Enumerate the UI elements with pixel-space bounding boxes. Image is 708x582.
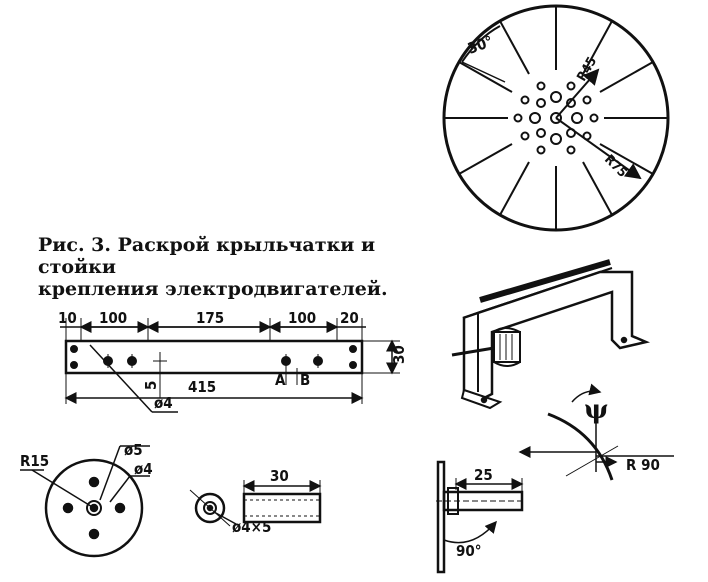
axle-angle: 90° (456, 542, 482, 560)
hub-disc-radius: R15 (20, 452, 50, 470)
caption-line-2: крепления электродвигателей. (38, 278, 388, 300)
bracket-dim-10: 10 (58, 309, 77, 327)
blade-bend-radius: R 90 (626, 456, 660, 474)
bracket-dim-100-left: 100 (99, 309, 128, 327)
figure-caption (38, 234, 438, 300)
hub-disc-hole-small: ø4 (134, 460, 153, 478)
axle-length: 25 (474, 466, 493, 484)
hub-disc-hole-large: ø5 (124, 441, 143, 459)
impeller-angle-label: 30° (465, 32, 496, 58)
caption-line-1: Рис. 3. Раскрой крыльчатки и стойки (38, 234, 376, 278)
bracket-offset-5: 5 (142, 380, 160, 390)
bracket-point-a: A (275, 371, 286, 389)
bracket-height-30: 30 (390, 345, 408, 364)
bracket-total-415: 415 (188, 378, 217, 396)
motor-bracket-sketch (452, 262, 646, 408)
bracket-holes (71, 346, 356, 368)
axle-plate (438, 462, 444, 572)
bracket-dim-100-right: 100 (288, 309, 317, 327)
bracket-strip-drawing (60, 318, 400, 412)
bracket-dim-20: 20 (340, 309, 359, 327)
bracket-hole-diameter: ø4 (154, 394, 173, 412)
bracket-point-b: B (300, 371, 311, 389)
shaft-sleeve-hole: ø4×5 (232, 518, 272, 536)
blade-bend-angle-symbol: ψ (584, 395, 609, 425)
shaft-sleeve-length: 30 (270, 467, 289, 485)
impeller-outer-radius-label: R75 (601, 152, 630, 181)
bracket-dim-175: 175 (196, 309, 225, 327)
impeller-hub-radius-label: R45 (574, 54, 601, 84)
